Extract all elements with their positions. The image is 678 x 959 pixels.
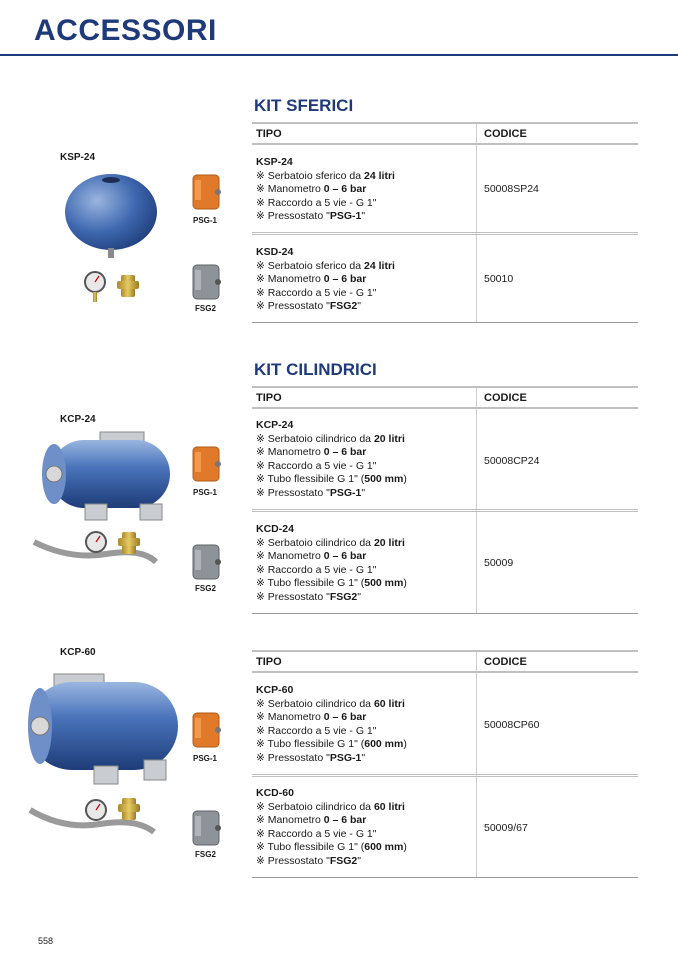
- kit-line: ※ Manometro 0 – 6 bar: [256, 711, 367, 724]
- row-separator: [252, 509, 638, 512]
- header-bottom-rule: [252, 407, 638, 409]
- kit-line: ※ Serbatoio cilindrico da 60 litri: [256, 800, 405, 813]
- kit-line: ※ Tubo flessibile G 1" (600 mm): [256, 841, 407, 854]
- spherical-tank-image: [55, 170, 170, 310]
- header-bottom-rule: [252, 671, 638, 673]
- product-label: KCP-60: [60, 647, 96, 658]
- kit-name: KSP-24: [256, 156, 293, 168]
- kit-line: ※ Raccordo a 5 vie - G 1": [256, 827, 377, 840]
- kit-line: ※ Manometro 0 – 6 bar: [256, 814, 367, 827]
- pressure-switch-fsg2-image: [190, 808, 224, 848]
- kit-name: KCP-60: [256, 684, 294, 696]
- table-top-rule: [252, 386, 638, 388]
- kit-code: 50010: [484, 273, 514, 285]
- kit-code: 50008CP24: [484, 455, 540, 467]
- product-label: KSP-24: [60, 152, 96, 163]
- row-separator: [252, 774, 638, 777]
- kit-line: ※ Tubo flessibile G 1" (500 mm): [256, 577, 407, 590]
- kit-name: KSD-24: [256, 246, 294, 258]
- column-header-codice: CODICE: [484, 128, 527, 140]
- column-separator: [476, 652, 477, 878]
- kit-line: ※ Raccordo a 5 vie - G 1": [256, 459, 377, 472]
- pressure-switch-psg1-image: [190, 710, 224, 750]
- kit-row-kcp-60: [256, 684, 471, 766]
- table-bottom-rule: [252, 322, 638, 323]
- page-number: 558: [38, 936, 54, 946]
- kit-row-ksp-24: [256, 156, 471, 224]
- kit-line: ※ Raccordo a 5 vie - G 1": [256, 196, 377, 209]
- kit-code: 50008CP60: [484, 719, 540, 731]
- fsg2-label: FSG2: [195, 304, 216, 313]
- psg1-label: PSG-1: [193, 216, 218, 225]
- psg1-label: PSG-1: [193, 488, 218, 497]
- kit-name: KCD-60: [256, 787, 294, 799]
- section-title-kit-sferici: KIT SFERICI: [254, 96, 354, 115]
- kit-code: 50008SP24: [484, 183, 539, 195]
- column-separator: [476, 388, 477, 614]
- title-rule: [0, 54, 678, 56]
- cylindrical-tank-24l-image: [30, 428, 180, 578]
- pressure-switch-fsg2-image: [190, 262, 224, 302]
- kit-name: KCP-24: [256, 419, 294, 431]
- page-title: ACCESSORI: [34, 14, 217, 47]
- psg1-label: PSG-1: [193, 754, 218, 763]
- kit-line: ※ Manometro 0 – 6 bar: [256, 273, 367, 286]
- column-header-tipo: TIPO: [256, 128, 282, 140]
- kit-line: ※ Manometro 0 – 6 bar: [256, 550, 367, 563]
- section-title-kit-cilindrici: KIT CILINDRICI: [254, 360, 377, 379]
- fsg2-label: FSG2: [195, 850, 216, 859]
- kit-line: ※ Tubo flessibile G 1" (500 mm): [256, 473, 407, 486]
- header-bottom-rule: [252, 143, 638, 145]
- table-top-rule: [252, 122, 638, 124]
- pressure-switch-psg1-image: [190, 444, 224, 484]
- kit-row-kcp-24: [256, 419, 471, 501]
- kit-line: ※ Serbatoio cilindrico da 20 litri: [256, 536, 405, 549]
- kit-line: ※ Tubo flessibile G 1" (600 mm): [256, 738, 407, 751]
- fsg2-label: FSG2: [195, 584, 216, 593]
- column-header-tipo: TIPO: [256, 392, 282, 404]
- kit-line: ※ Raccordo a 5 vie - G 1": [256, 563, 377, 576]
- kit-row-kcd-60: [256, 787, 471, 869]
- kit-line: ※ Serbatoio cilindrico da 60 litri: [256, 697, 405, 710]
- kit-line: ※ Pressostato "PSG-1": [256, 210, 366, 223]
- kit-line: ※ Manometro 0 – 6 bar: [256, 446, 367, 459]
- kit-line: ※ Raccordo a 5 vie - G 1": [256, 286, 377, 299]
- table-bottom-rule: [252, 877, 638, 878]
- kit-line: ※ Serbatoio sferico da 24 litri: [256, 259, 395, 272]
- product-label: KCP-24: [60, 414, 96, 425]
- column-separator: [476, 124, 477, 322]
- kit-line: ※ Serbatoio sferico da 24 litri: [256, 169, 395, 182]
- kit-line: ※ Pressostato "FSG2": [256, 590, 361, 603]
- kit-code: 50009: [484, 557, 514, 569]
- kit-line: ※ Pressostato "PSG-1": [256, 486, 366, 499]
- kit-line: ※ Pressostato "FSG2": [256, 854, 361, 867]
- cylindrical-tank-60l-image: [24, 670, 184, 840]
- column-header-tipo: TIPO: [256, 656, 282, 668]
- kit-line: ※ Raccordo a 5 vie - G 1": [256, 724, 377, 737]
- table-bottom-rule: [252, 613, 638, 614]
- kit-code: 50009/67: [484, 822, 528, 834]
- kit-row-ksd-24: [256, 246, 471, 314]
- kit-line: ※ Pressostato "PSG-1": [256, 751, 366, 764]
- kit-line: ※ Serbatoio cilindrico da 20 litri: [256, 432, 405, 445]
- row-separator: [252, 232, 638, 235]
- kit-line: ※ Manometro 0 – 6 bar: [256, 183, 367, 196]
- column-header-codice: CODICE: [484, 656, 527, 668]
- table-top-rule: [252, 650, 638, 652]
- kit-name: KCD-24: [256, 523, 294, 535]
- column-header-codice: CODICE: [484, 392, 527, 404]
- pressure-switch-fsg2-image: [190, 542, 224, 582]
- kit-row-kcd-24: [256, 523, 471, 605]
- pressure-switch-psg1-image: [190, 172, 224, 212]
- kit-line: ※ Pressostato "FSG2": [256, 300, 361, 313]
